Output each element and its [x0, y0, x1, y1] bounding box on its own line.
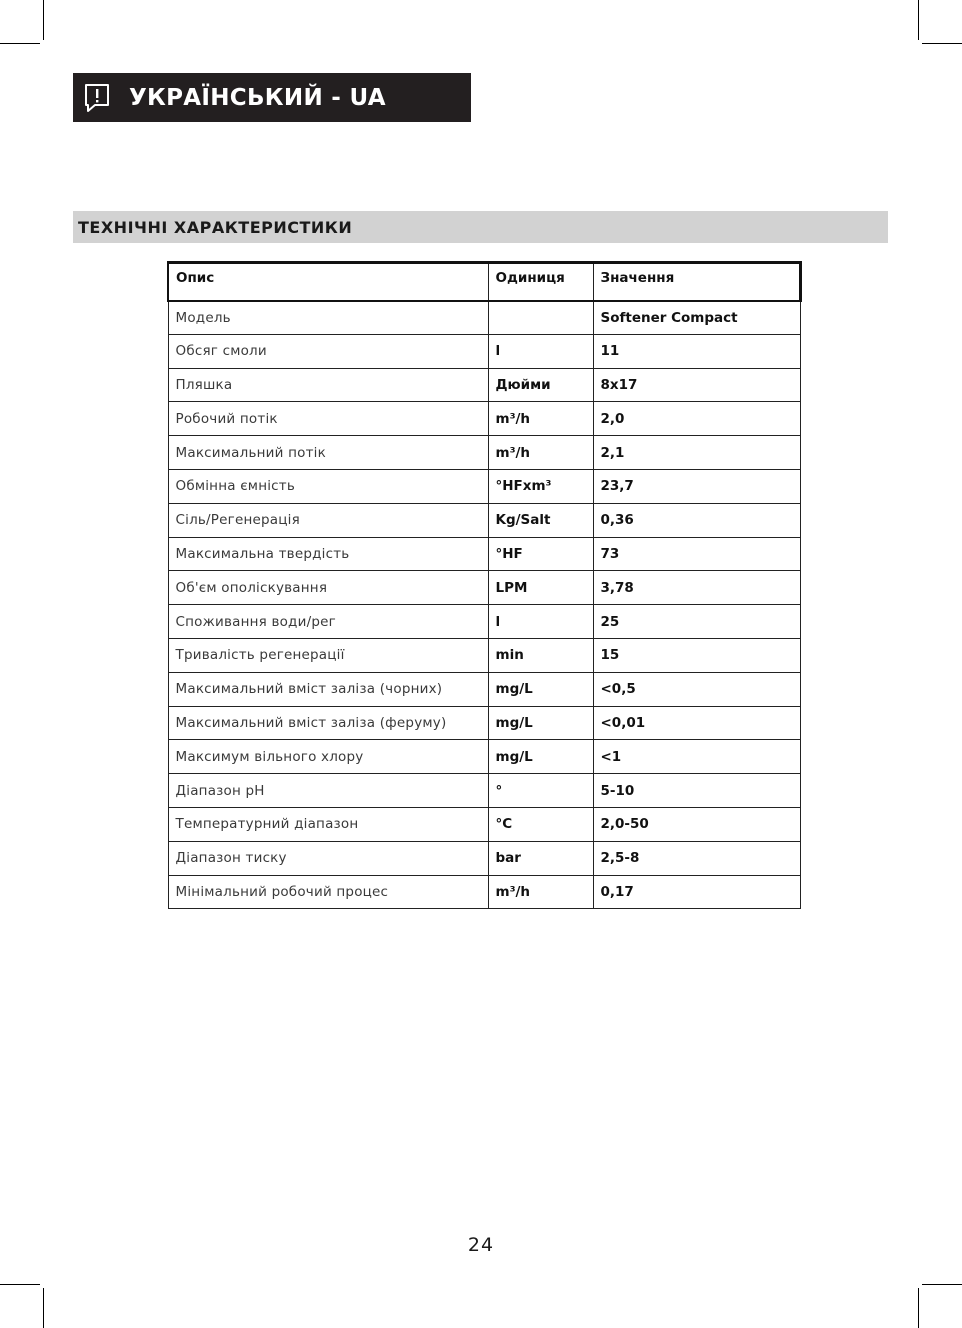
table-row — [168, 537, 800, 571]
spec-description: Максимальний вміст заліза (феруму) — [168, 706, 488, 740]
spec-unit: °C — [488, 807, 593, 841]
spec-description: Обсяг смоли — [168, 334, 488, 368]
spec-description: Тривалість регенерації — [168, 638, 488, 672]
spec-unit: min — [488, 638, 593, 672]
table-row — [168, 334, 800, 368]
spec-unit: Дюйми — [488, 368, 593, 402]
spec-description: Мінімальний робочий процес — [168, 875, 488, 909]
table-header-row — [168, 263, 800, 301]
spec-description: Температурний діапазон — [168, 807, 488, 841]
table-row — [168, 469, 800, 503]
spec-unit: m³/h — [488, 875, 593, 909]
crop-mark — [0, 1284, 40, 1285]
spec-unit: bar — [488, 841, 593, 875]
table-row — [168, 774, 800, 808]
table-row — [168, 301, 800, 335]
column-header-value: Значення — [593, 263, 800, 301]
spec-description: Діапазон pH — [168, 774, 488, 808]
spec-value: 2,0-50 — [593, 807, 800, 841]
table-row — [168, 841, 800, 875]
spec-unit: mg/L — [488, 740, 593, 774]
table-row — [168, 672, 800, 706]
table-row — [168, 638, 800, 672]
spec-unit: m³/h — [488, 436, 593, 470]
spec-value: 8x17 — [593, 368, 800, 402]
spec-description: Максимальний вміст заліза (чорних) — [168, 672, 488, 706]
spec-value: 2,5-8 — [593, 841, 800, 875]
spec-unit: l — [488, 334, 593, 368]
spec-description: Пляшка — [168, 368, 488, 402]
spec-value: 73 — [593, 537, 800, 571]
spec-value: 15 — [593, 638, 800, 672]
spec-value: 23,7 — [593, 469, 800, 503]
spec-value: 11 — [593, 334, 800, 368]
spec-value: 0,36 — [593, 503, 800, 537]
section-header — [73, 211, 888, 243]
column-header-unit: Одиниця — [488, 263, 593, 301]
spec-value: 2,0 — [593, 402, 800, 436]
spec-description: Модель — [168, 301, 488, 335]
spec-value: <1 — [593, 740, 800, 774]
spec-value: 2,1 — [593, 436, 800, 470]
spec-unit: °HFxm³ — [488, 469, 593, 503]
spec-description: Споживання води/рег — [168, 605, 488, 639]
spec-unit: m³/h — [488, 402, 593, 436]
spec-unit: l — [488, 605, 593, 639]
spec-unit: Kg/Salt — [488, 503, 593, 537]
crop-mark — [922, 43, 962, 44]
table-row — [168, 368, 800, 402]
table-row — [168, 740, 800, 774]
language-title: УКРАЇНСЬКИЙ - UA — [129, 84, 386, 111]
section-title: ТЕХНІЧНІ ХАРАКТЕРИСТИКИ — [78, 217, 353, 237]
crop-mark — [0, 43, 40, 44]
table-row — [168, 436, 800, 470]
crop-mark — [43, 1288, 44, 1328]
spec-value: Softener Compact — [593, 301, 800, 335]
spec-description: Максимальна твердість — [168, 537, 488, 571]
spec-description: Об'єм ополіскування — [168, 571, 488, 605]
technical-specs-table — [167, 261, 802, 909]
spec-description: Сіль/Регенерація — [168, 503, 488, 537]
page-number: 24 — [467, 1234, 495, 1256]
spec-description: Обмінна ємність — [168, 469, 488, 503]
spec-unit — [488, 301, 593, 335]
spec-description: Робочий потік — [168, 402, 488, 436]
spec-value: 25 — [593, 605, 800, 639]
crop-mark — [918, 0, 919, 40]
spec-value: 5-10 — [593, 774, 800, 808]
spec-value: 3,78 — [593, 571, 800, 605]
spec-description: Діапазон тиску — [168, 841, 488, 875]
spec-value: <0,01 — [593, 706, 800, 740]
language-header — [73, 73, 471, 122]
spec-unit: mg/L — [488, 672, 593, 706]
table-row — [168, 875, 800, 909]
spec-unit: mg/L — [488, 706, 593, 740]
crop-mark — [918, 1288, 919, 1328]
table-row — [168, 571, 800, 605]
spec-unit: LPM — [488, 571, 593, 605]
table-row — [168, 402, 800, 436]
spec-unit: ° — [488, 774, 593, 808]
table-row — [168, 807, 800, 841]
spec-description: Максимум вільного хлору — [168, 740, 488, 774]
column-header-description: Опис — [168, 263, 488, 301]
info-bubble-icon — [83, 81, 111, 115]
spec-description: Максимальний потік — [168, 436, 488, 470]
crop-mark — [922, 1284, 962, 1285]
spec-unit: °HF — [488, 537, 593, 571]
table-row — [168, 503, 800, 537]
spec-value: 0,17 — [593, 875, 800, 909]
table-row — [168, 605, 800, 639]
table-row — [168, 706, 800, 740]
crop-mark — [43, 0, 44, 40]
spec-value: <0,5 — [593, 672, 800, 706]
